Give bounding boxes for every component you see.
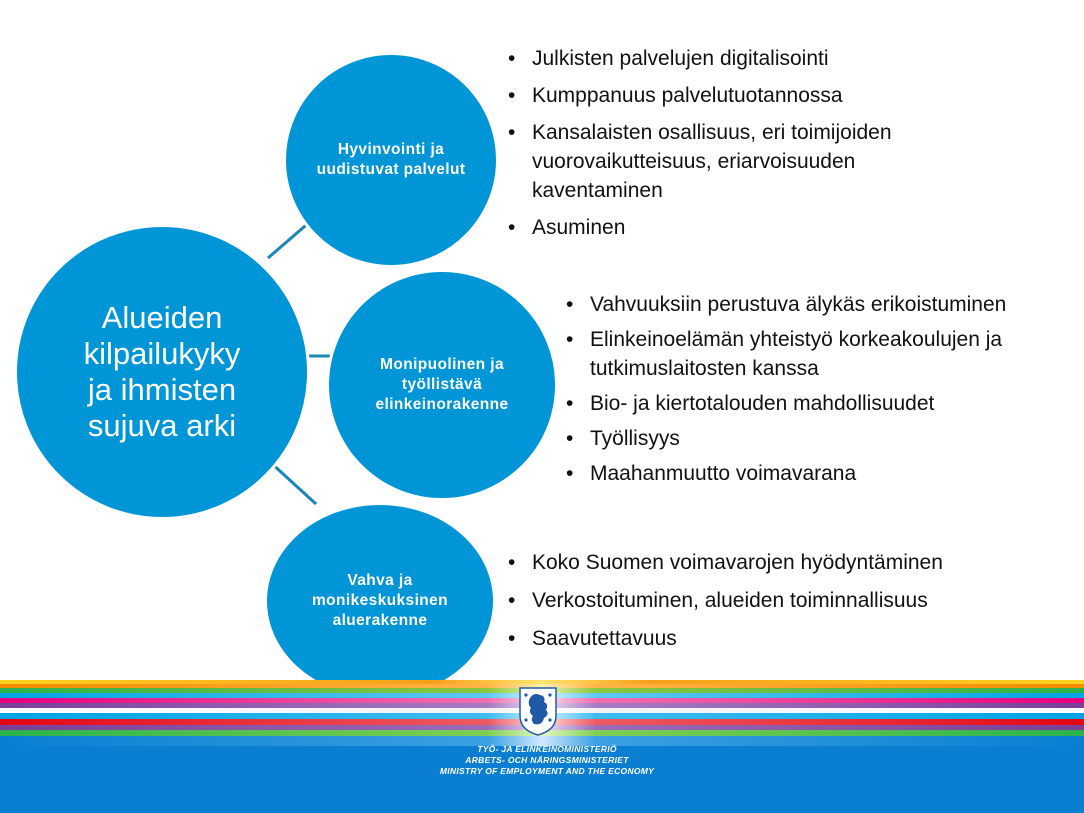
main-circle-line: Alueiden bbox=[101, 300, 223, 335]
list-item: • Bio- ja kiertotalouden mahdollisuudet bbox=[566, 389, 1071, 418]
bullet-list-welfare bbox=[508, 44, 968, 250]
list-item: • Verkostoituminen, alueiden toiminnallisuus bbox=[508, 586, 1028, 615]
ministry-name-sv: ARBETS- OCH NÄRINGSMINISTERIET bbox=[465, 755, 629, 765]
ministry-name bbox=[0, 744, 1084, 777]
ministry-name-en: MINISTRY OF EMPLOYMENT AND THE ECONOMY bbox=[439, 766, 655, 776]
list-item: • Vahvuuksiin perustuva älykäs erikoistuminen bbox=[566, 290, 1071, 319]
list-item: • Maahanmuutto voimavarana bbox=[566, 459, 1071, 488]
list-item: • Asuminen bbox=[508, 213, 968, 242]
branch-circle-business bbox=[326, 269, 558, 501]
branch-circle-regional bbox=[264, 502, 496, 700]
list-item: • Elinkeinoelämän yhteistyö korkeakoulujen ja tutkimuslaitosten kanssa bbox=[566, 325, 1071, 383]
list-item: • Koko Suomen voimavarojen hyödyntäminen bbox=[508, 548, 1028, 577]
main-circle-line: ja ihmisten bbox=[87, 372, 237, 407]
list-item: • Kansalaisten osallisuus, eri toimijoiden vuorovaikutteisuus, eriarvoisuuden kaventaminen bbox=[508, 118, 968, 205]
coat-of-arms-lion-icon bbox=[516, 686, 560, 736]
connector-bottom bbox=[270, 462, 316, 504]
list-item: • Työllisyys bbox=[566, 424, 1071, 453]
list-item: • Kumppanuus palvelutuotannossa bbox=[508, 81, 968, 110]
main-circle-line: kilpailukyky bbox=[83, 336, 241, 371]
list-item: • Saavutettavuus bbox=[508, 624, 1028, 653]
bullet-list-regional bbox=[508, 548, 1028, 662]
main-circle-label bbox=[47, 300, 277, 444]
branch-circle-label: Vahva ja monikeskuksinen aluerakenne bbox=[311, 572, 449, 629]
branch-circle-label: Monipuolinen ja työllistävä elinkeinorakenne bbox=[375, 356, 509, 413]
list-item: • Julkisten palvelujen digitalisointi bbox=[508, 44, 968, 73]
branch-circle-label: Hyvinvointi ja uudistuvat palvelut bbox=[316, 141, 466, 178]
main-circle-line: sujuva arki bbox=[87, 408, 237, 443]
ministry-name-fi: TYÖ- JA ELINKEINOMINISTERIÖ bbox=[477, 744, 617, 754]
branch-circle-welfare bbox=[283, 52, 499, 268]
footer-banner bbox=[0, 680, 1084, 813]
main-circle bbox=[14, 224, 310, 520]
bullet-list-business bbox=[566, 290, 1071, 494]
